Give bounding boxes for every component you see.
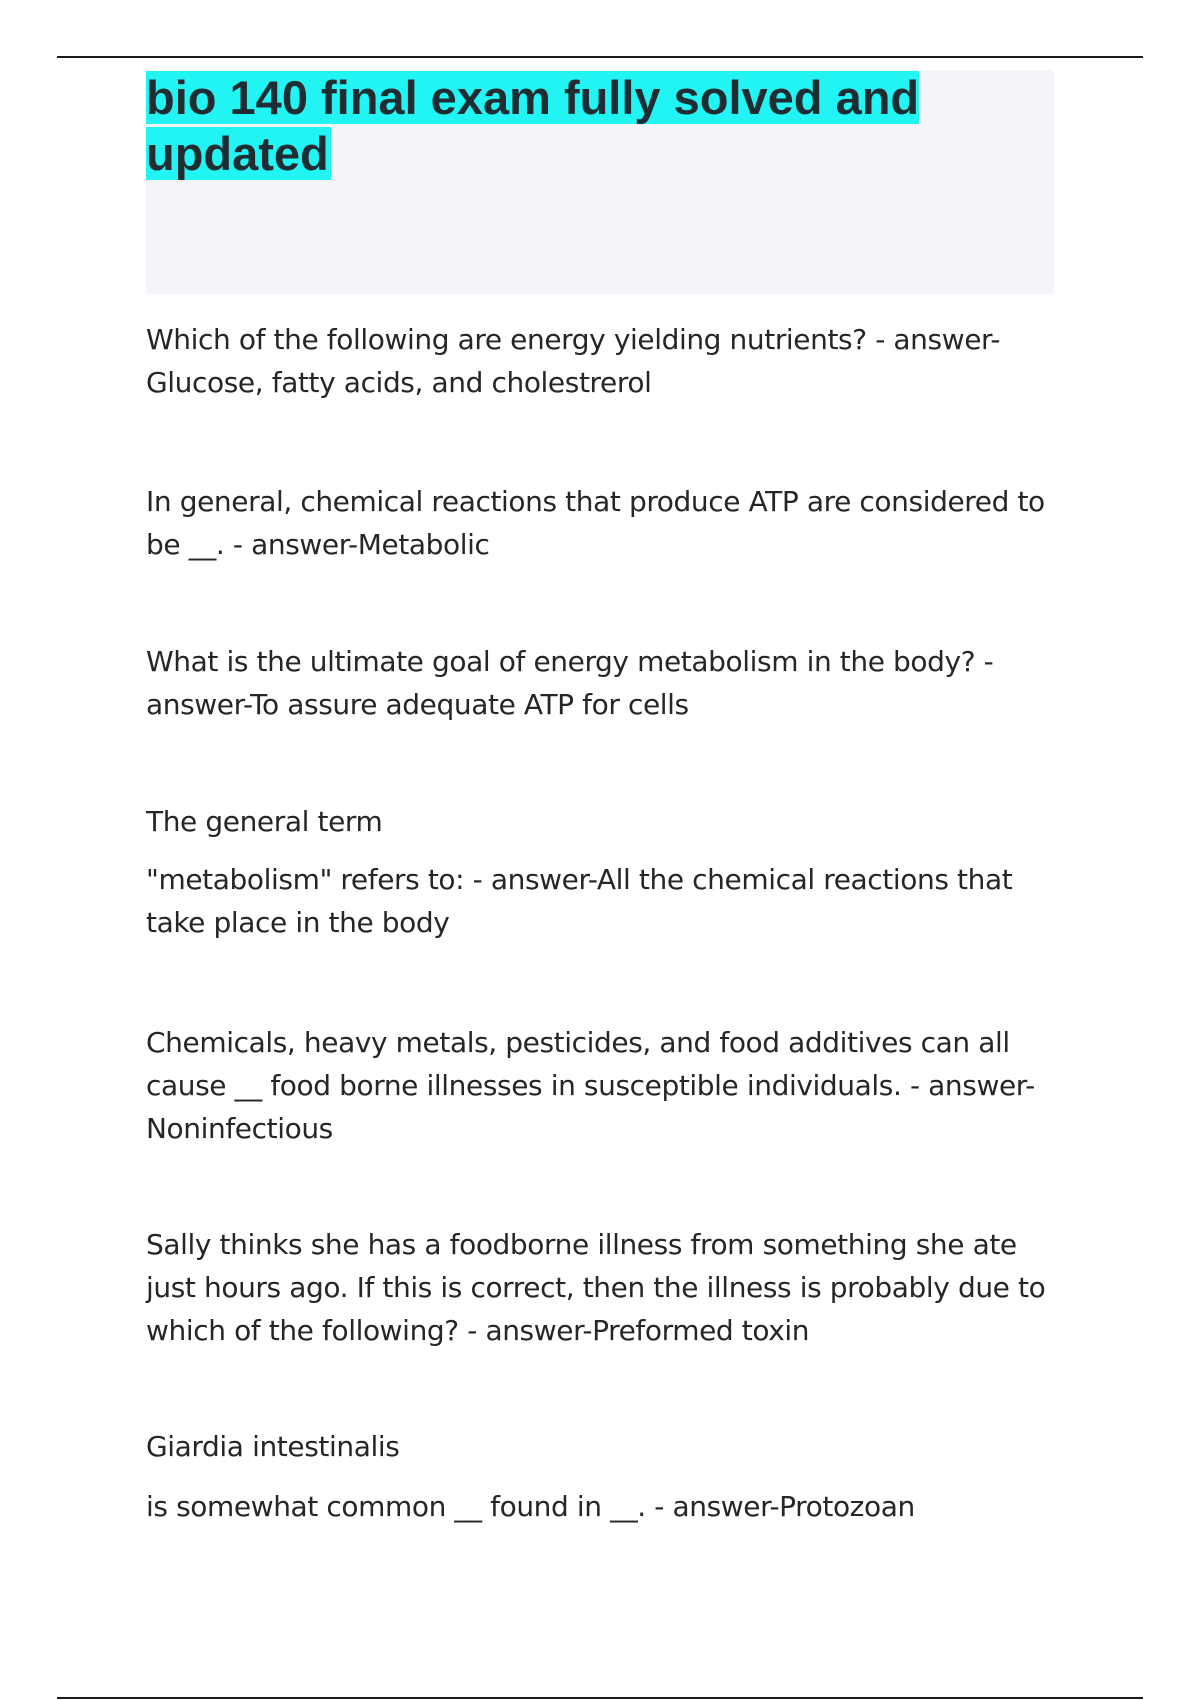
top-rule [57,56,1143,58]
qa-item-first-line: Giardia intestinalis [146,1430,400,1463]
qa-item: Sally thinks she has a foodborne illness from something she ate just hours ago. If this is correct, then the illness is probably due to which of the following? - answer-Preformed toxin [146,1228,1046,1347]
qa-item: is somewhat common __ found in __. - answer-Protozoan [146,1490,915,1523]
qa-item: "metabolism" refers to: - answer-All the chemical reactions that take place in the body [146,863,1013,939]
title-block [146,70,1054,294]
bottom-rule [57,1697,1143,1699]
qa-item: In general, chemical reactions that produce ATP are considered to be __. - answer-Metabolic [146,485,1045,561]
document-title [146,70,1054,182]
qa-item: Chemicals, heavy metals, pesticides, and food additives can all cause __ food borne illnesses in susceptible individuals. - answer-Noninfectious [146,1026,1035,1145]
qa-item: What is the ultimate goal of energy metabolism in the body? - answer-To assure adequate ATP for cells [146,645,994,721]
qa-item-first-line: The general term [146,805,383,838]
qa-item: Which of the following are energy yielding nutrients? - answer-Glucose, fatty acids, and cholestrerol [146,323,1001,399]
title-highlight: bio 140 final exam fully solved and updated [146,71,920,180]
